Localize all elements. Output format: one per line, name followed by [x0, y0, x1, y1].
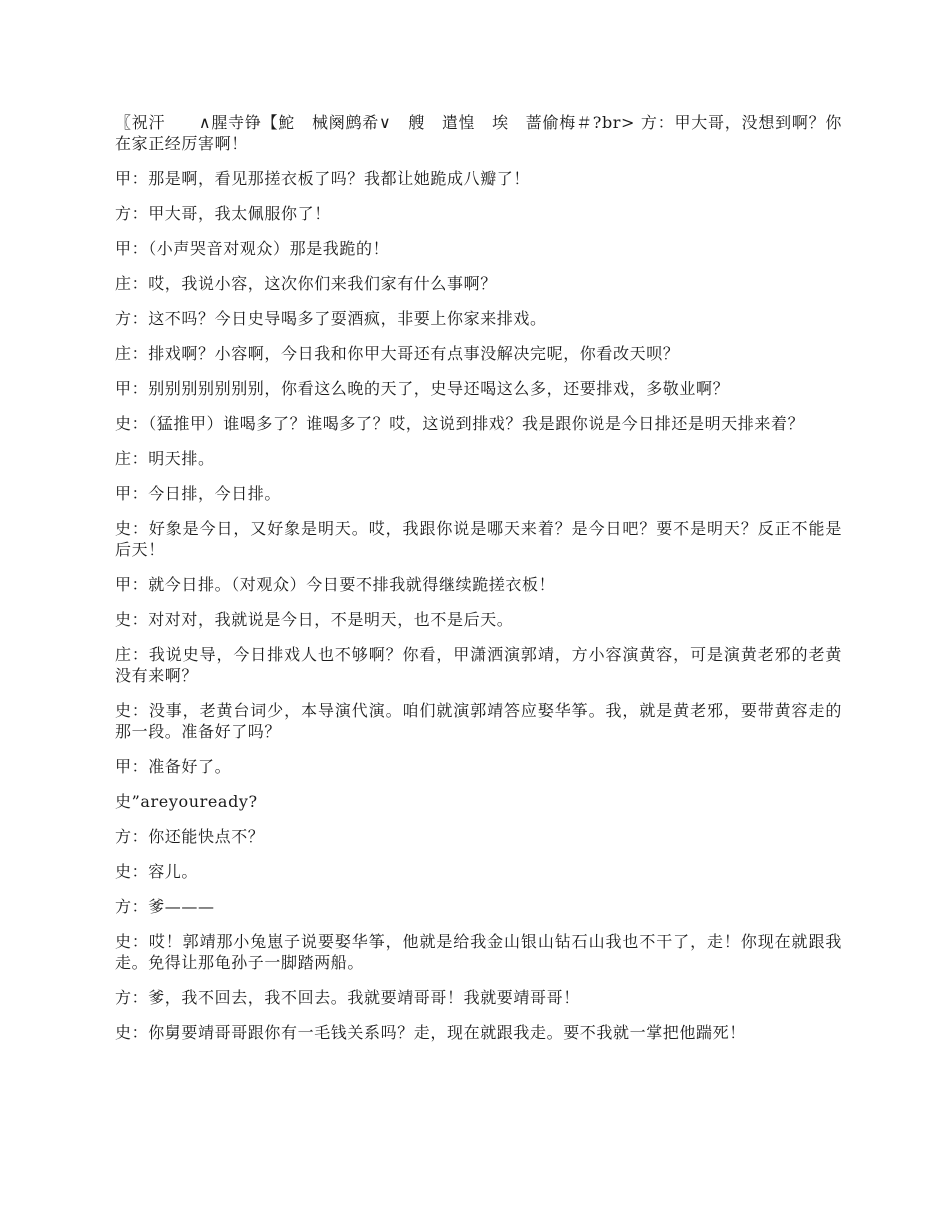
- paragraph: 史：没事，老黄台词少，本导演代演。咱们就演郭靖答应娶华筝。我，就是黄老邪，要带黄容走的那一段。准备好了吗？: [115, 701, 842, 741]
- paragraph: 甲：那是啊，看见那搓衣板了吗？我都让她跪成八瓣了！: [115, 169, 531, 188]
- paragraph: 史：哎！郭靖那小兔崽子说要娶华筝，他就是给我金山银山钻石山我也不干了，走！你现在就跟我走。免得让那龟孙子一脚踏两船。: [115, 932, 842, 972]
- paragraph: 甲：就今日排。（对观众）今日要不排我就得继续跪搓衣板！: [115, 575, 556, 594]
- paragraph: 〖祝汗 ∧腥寺铮【鮀 械阕鹧希∨ 艘 遣惶 埃 蔷偷梅＃?br> 方：甲大哥，没想到啊？你在家正经厉害啊！: [115, 113, 842, 153]
- paragraph: 方：甲大哥，我太佩服你了！: [115, 204, 331, 223]
- paragraph: 方：爹，我不回去，我不回去。我就要靖哥哥！我就要靖哥哥！: [115, 988, 580, 1007]
- paragraph: 史：（猛推甲）谁喝多了？谁喝多了？哎，这说到排戏？我是跟你说是今日排还是明天排来着？: [115, 414, 805, 433]
- paragraph: 史：你舅要靖哥哥跟你有一毛钱关系吗？走，现在就跟我走。要不我就一掌把他踹死！: [115, 1023, 746, 1042]
- paragraph: 庄：我说史导，今日排戏人也不够啊？你看，甲潇洒演郭靖，方小容演黄容，可是演黄老邪的老黄没有来啊？: [115, 645, 842, 685]
- paragraph: 方：你还能快点不？: [115, 827, 265, 846]
- paragraph: 史：对对对，我就说是今日，不是明天，也不是后天。: [115, 610, 514, 629]
- paragraph: 史”areyouready?: [115, 792, 258, 811]
- paragraph: 甲：今日排，今日排。: [115, 484, 282, 503]
- paragraph: 史：容儿。: [115, 862, 199, 881]
- paragraph: 甲：别别别别别别别，你看这么晚的天了，史导还喝这么多，还要排戏，多敬业啊？: [115, 379, 730, 398]
- paragraph: 方：这不吗？今日史导喝多了耍酒疯，非要上你家来排戏。: [115, 309, 547, 328]
- paragraph: 庄：排戏啊？小容啊，今日我和你甲大哥还有点事没解决完呢，你看改天呗？: [115, 344, 680, 363]
- document-body: [115, 112, 842, 1057]
- paragraph: 甲：（小声哭音对观众）那是我跪的！: [115, 239, 390, 258]
- paragraph: 庄：哎，我说小容，这次你们来我们家有什么事啊？: [115, 274, 497, 293]
- paragraph: 方：爹———: [115, 897, 215, 916]
- paragraph: 史：好象是今日，又好象是明天。哎，我跟你说是哪天来着？是今日吧？要不是明天？反正不能是后天！: [115, 519, 842, 559]
- paragraph: 庄：明天排。: [115, 449, 215, 468]
- paragraph: 甲：准备好了。: [115, 757, 232, 776]
